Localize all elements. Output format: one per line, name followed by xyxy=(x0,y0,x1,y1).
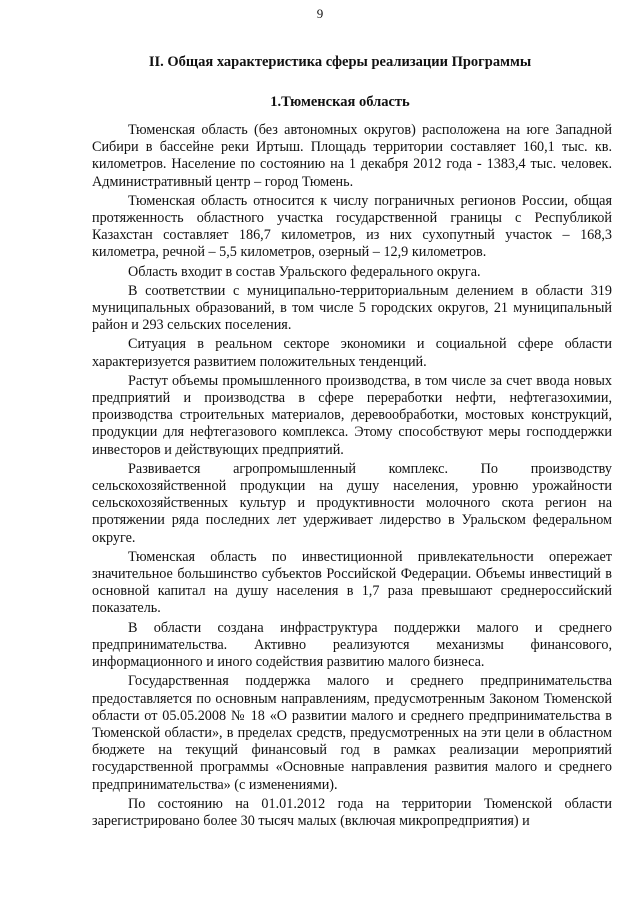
paragraph: Тюменская область относится к числу пограничных регионов России, общая протяженность областного участка государственной границы с Республикой Казахстан составляет 186,7 километров, из них сухопутный участок – 168,3 километра, речной – 5,5 километров, озерный – 12,9 километров. xyxy=(92,192,612,261)
paragraph: Государственная поддержка малого и среднего предпринимательства предоставляется по основным направлениям, предусмотренным Законом Тюменской области от 05.05.2008 № 18 «О развитии малого и среднего предпринимательства в Тюменской области», в пределах средств, предусмотренных на эти цели в областном бюджете на текущий финансовый год в рамках реализации мероприятий государственной программы «Основные направления развития малого и среднего предпринимательства» (с изменениями). xyxy=(92,673,612,793)
paragraph: Развивается агропромышленный комплекс. По производству сельскохозяйственной продукции на душу населения, уровню урожайности сельскохозяйственных культур и продуктивности молочного скота регион на протяжении ряда последних лет удерживает лидерство в Уральском федеральном округе. xyxy=(92,460,612,546)
paragraph: По состоянию на 01.01.2012 года на территории Тюменской области зарегистрировано более 30 тысяч малых (включая микропредприятия) и xyxy=(92,795,612,829)
subsection-title: 1.Тюменская область xyxy=(270,94,410,110)
paragraph: В области создана инфраструктура поддержки малого и среднего предпринимательства. Активно реализуются механизмы финансового, информационного и иного содействия развитию малого бизнеса. xyxy=(92,619,612,671)
paragraph: Ситуация в реальном секторе экономики и социальной сфере области характеризуется развитием положительных тенденций. xyxy=(92,336,612,370)
page-number: 9 xyxy=(316,6,324,21)
paragraph: В соответствии с муниципально-территориальным делением в области 319 муниципальных образований, в том числе 5 городских округов, 21 муниципальный район и 293 сельских поселения. xyxy=(92,282,612,334)
body-text xyxy=(92,122,612,832)
section-title: II. Общая характеристика сферы реализации Программы xyxy=(148,54,532,70)
paragraph: Область входит в состав Уральского федерального округа. xyxy=(128,263,481,280)
paragraph: Растут объемы промышленного производства, в том числе за счет ввода новых предприятий и производства в сфере переработки нефти, нефтегазохимии, производства строительных материалов, деревообработки, мостовых конструкций, продукции для нефтегазового комплекса. Этому способствуют меры господдержки инвесторов и действующих предприятий. xyxy=(92,372,612,458)
paragraph: Тюменская область (без автономных округов) расположена на юге Западной Сибири в бассейне реки Иртыш. Площадь территории составляет 160,1 тыс. кв. километров. Население по состоянию на 1 декабря 2012 года - 1383,4 тыс. человек. Административный центр – город Тюмень. xyxy=(92,122,612,190)
paragraph: Тюменская область по инвестиционной привлекательности опережает значительное большинство субъектов Российской Федерации. Объемы инвестиций в основной капитал на душу населения в 1,7 раза превышают среднероссийский показатель. xyxy=(92,548,612,617)
